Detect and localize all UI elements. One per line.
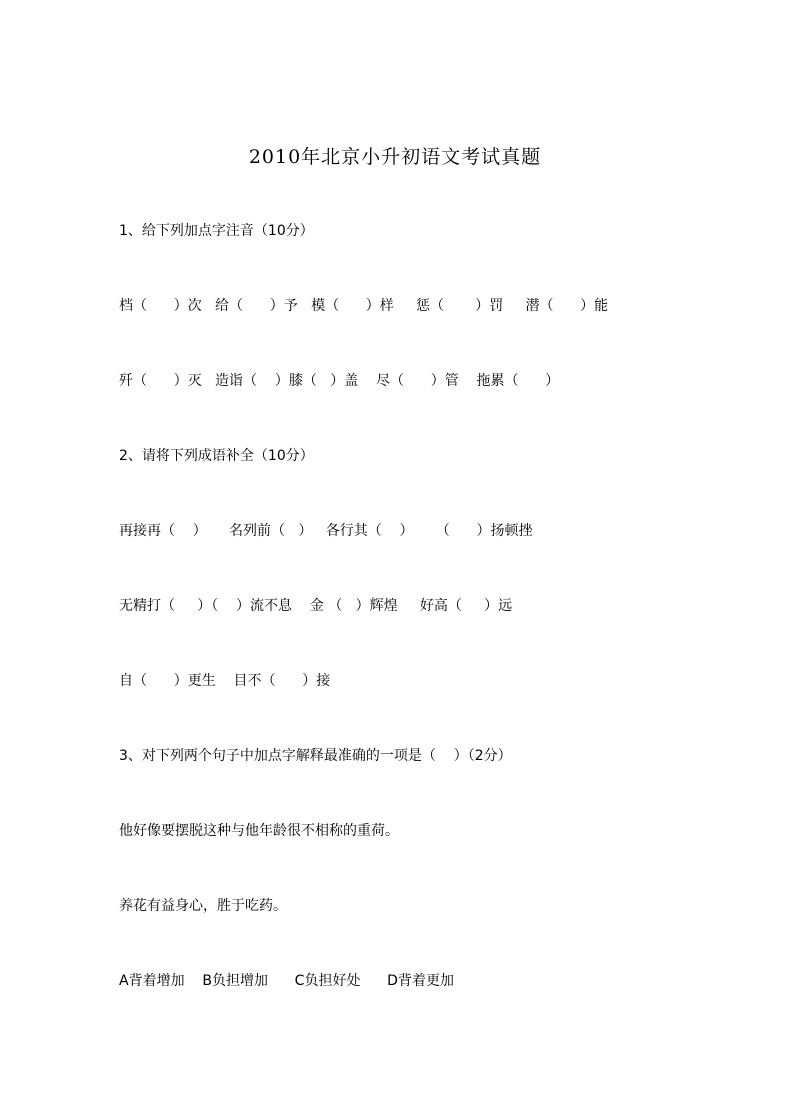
question-3-heading: 3、对下列两个句子中加点字解释最准确的一项是（ ）（2分） [119,748,512,764]
question-1-line-1: 档（ ）次 给（ ）予 模（ ）样 惩（ ）罚 潜（ ）能 [119,298,609,314]
question-2-line-2: 无精打（ ）（ ）流不息 金 （ ）辉煌 好高（ ）远 [119,598,513,614]
page-title: 2010年北京小升初语文考试真题 [248,146,542,168]
question-1-line-2: 歼（ ）灭 造诣（ ）膝（ ）盖 尽（ ）管 拖累（ ） [119,373,560,389]
question-2-heading: 2、请将下列成语补全（10分） [119,448,314,464]
question-3-sentence-1: 他好像要摆脱这种与他年龄很不相称的重荷。 [119,823,399,839]
question-2-line-1: 再接再（ ） 名列前（ ） 各行其（ ） （ ）扬顿挫 [119,523,533,539]
question-1-heading: 1、给下列加点字注音（10分） [119,223,314,239]
question-3-sentence-2: 养花有益身心，胜于吃药。 [119,898,287,914]
question-2-line-3: 自（ ）更生 目不（ ）接 [119,673,331,689]
question-3-options: A背着增加 B负担增加 C负担好处 D背着更加 [119,973,454,989]
